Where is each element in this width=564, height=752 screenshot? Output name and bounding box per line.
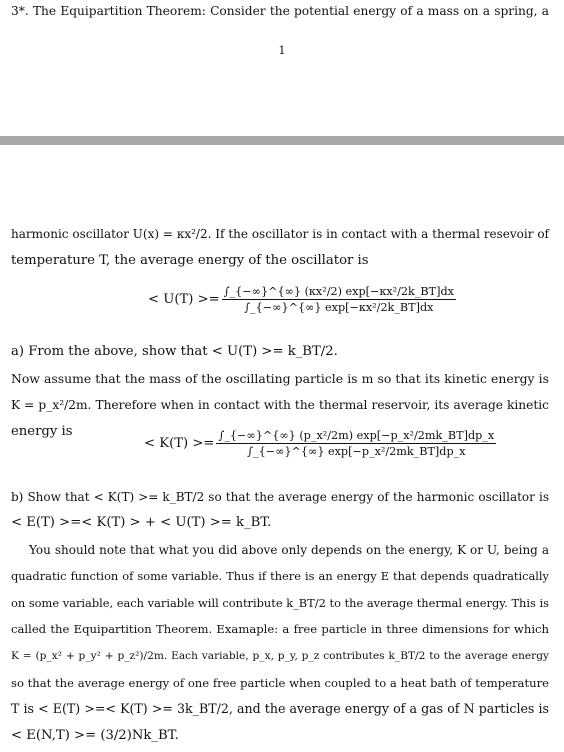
text-line: K = (p_x² + p_y² + p_z²)/2m. Each variable, p_x, p_y, p_z contributes k_BT/2 to the average energy — [11, 650, 549, 662]
page-separator — [0, 136, 564, 145]
text-line: energy is — [11, 424, 73, 439]
equation-fraction — [216, 429, 496, 458]
page-number: 1 — [278, 44, 286, 57]
equation-potential-average — [148, 285, 456, 314]
page-2 — [0, 145, 564, 752]
equation-kinetic-average — [144, 429, 496, 458]
text-line: on some variable, each variable will contribute k_BT/2 to the average thermal energy. This is — [11, 596, 549, 610]
text-line: quadratic function of some variable. Thus if there is an energy E that depends quadratically — [11, 569, 549, 583]
text-line: < E(T) >=< K(T) > + < U(T) >= k_BT. — [11, 515, 272, 530]
text-line: < E(N,T) >= (3/2)Nk_BT. — [11, 728, 179, 743]
text-line: called the Equipartition Theorem. Examaple: a free particle in three dimensions for which — [11, 622, 549, 636]
text-line: b) Show that < K(T) >= k_BT/2 so that the average energy of the harmonic oscillator is — [11, 490, 549, 504]
equation-fraction — [222, 285, 456, 314]
fraction-bar — [216, 443, 496, 444]
equation-numerator: ∫_{−∞}^{∞} (p_x²/2m) exp[−p_x²/2mk_BT]dp_x — [218, 429, 495, 442]
text-line: T is < E(T) >=< K(T) >= 3k_BT/2, and the average energy of a gas of N particles is — [11, 701, 549, 716]
text-line: a) From the above, show that < U(T) >= k_BT/2. — [11, 344, 338, 359]
text-line: You should note that what you did above only depends on the energy, K or U, being a — [29, 543, 549, 557]
equation-numerator: ∫_{−∞}^{∞} (κx²/2) exp[−κx²/2k_BT]dx — [223, 285, 454, 298]
problem-heading-line: 3*. The Equipartition Theorem: Consider the potential energy of a mass on a spring, a — [11, 4, 549, 18]
page-1 — [0, 0, 564, 136]
text-line: Now assume that the mass of the oscillating particle is m so that its kinetic energy is — [11, 371, 549, 386]
equation-denominator: ∫_{−∞}^{∞} exp[−p_x²/2mk_BT]dp_x — [247, 445, 466, 458]
text-line: so that the average energy of one free particle when coupled to a heat bath of temperature — [11, 676, 549, 690]
text-line: K = p_x²/2m. Therefore when in contact with the thermal reservoir, its average kinetic — [11, 398, 549, 412]
equation-lhs: < K(T) >= — [144, 436, 215, 451]
equation-denominator: ∫_{−∞}^{∞} exp[−κx²/2k_BT]dx — [244, 301, 434, 314]
equation-lhs: < U(T) >= — [148, 292, 220, 307]
text-line: temperature T, the average energy of the oscillator is — [11, 253, 369, 268]
text-line: harmonic oscillator U(x) = κx²/2. If the oscillator is in contact with a thermal resevoir of — [11, 227, 549, 241]
fraction-bar — [222, 299, 456, 300]
